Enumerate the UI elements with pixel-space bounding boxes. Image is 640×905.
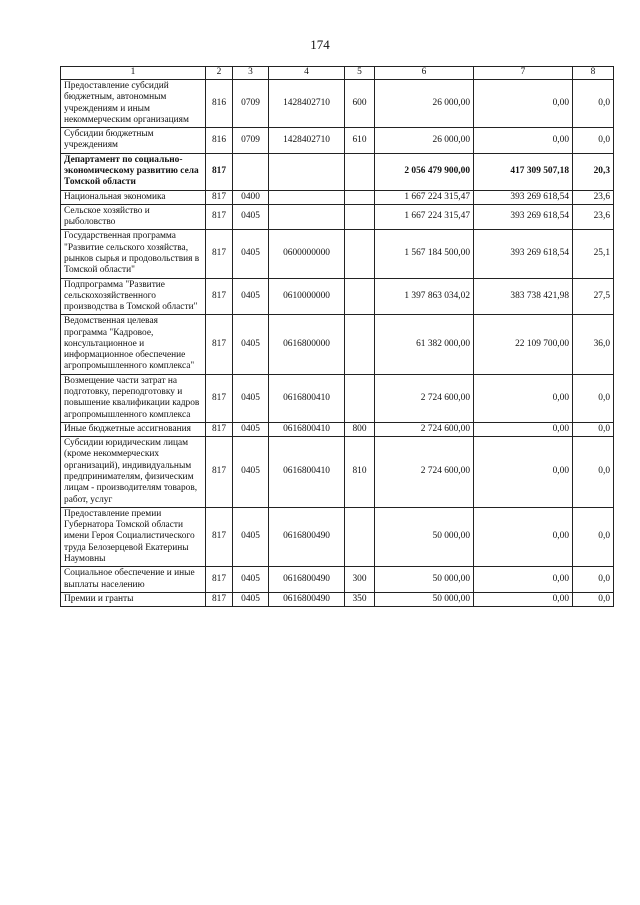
plan-amount-cell: 1 667 224 315,47: [375, 204, 474, 230]
actual-amount-cell: 0,00: [474, 507, 573, 566]
ministry-code-cell: 816: [206, 80, 233, 128]
target-article-cell: [269, 204, 345, 230]
plan-amount-cell: 2 724 600,00: [375, 374, 474, 422]
target-article-cell: [269, 153, 345, 190]
section-code-cell: 0405: [233, 422, 269, 436]
target-article-cell: 0616800000: [269, 315, 345, 374]
section-code-cell: 0400: [233, 190, 269, 204]
expense-type-cell: 300: [345, 567, 375, 593]
section-code-cell: 0405: [233, 315, 269, 374]
table-row: [61, 80, 614, 128]
percent-cell: 20,3: [573, 153, 614, 190]
column-header: 4: [269, 67, 345, 80]
actual-amount-cell: 0,00: [474, 592, 573, 606]
expense-type-cell: [345, 374, 375, 422]
expense-type-cell: [345, 507, 375, 566]
table-row: [61, 315, 614, 374]
expense-type-cell: [345, 315, 375, 374]
table-body: [61, 80, 614, 607]
ministry-code-cell: 817: [206, 374, 233, 422]
header-row: [61, 67, 614, 80]
row-name-cell: Предоставление премии Губернатора Томской области имени Героя Социалистического труда Белозерцевой Екатерины Наумовны: [61, 507, 206, 566]
expense-type-cell: 610: [345, 128, 375, 154]
table-row: [61, 567, 614, 593]
section-code-cell: 0405: [233, 567, 269, 593]
section-code-cell: 0405: [233, 592, 269, 606]
target-article-cell: 0616800490: [269, 567, 345, 593]
expense-type-cell: 600: [345, 80, 375, 128]
actual-amount-cell: 0,00: [474, 374, 573, 422]
target-article-cell: 0616800490: [269, 592, 345, 606]
expense-type-cell: [345, 204, 375, 230]
percent-cell: 23,6: [573, 204, 614, 230]
column-header: 1: [61, 67, 206, 80]
plan-amount-cell: 1 667 224 315,47: [375, 190, 474, 204]
actual-amount-cell: 22 109 700,00: [474, 315, 573, 374]
section-code-cell: 0405: [233, 507, 269, 566]
ministry-code-cell: 817: [206, 278, 233, 315]
row-name-cell: Сельское хозяйство и рыболовство: [61, 204, 206, 230]
plan-amount-cell: 2 724 600,00: [375, 422, 474, 436]
column-header: 8: [573, 67, 614, 80]
target-article-cell: 0610000000: [269, 278, 345, 315]
section-code-cell: 0709: [233, 128, 269, 154]
expense-type-cell: [345, 230, 375, 278]
actual-amount-cell: 383 738 421,98: [474, 278, 573, 315]
ministry-code-cell: 817: [206, 153, 233, 190]
plan-amount-cell: 1 567 184 500,00: [375, 230, 474, 278]
plan-amount-cell: 1 397 863 034,02: [375, 278, 474, 315]
actual-amount-cell: 0,00: [474, 80, 573, 128]
target-article-cell: 0616800410: [269, 437, 345, 508]
ministry-code-cell: 817: [206, 315, 233, 374]
target-article-cell: [269, 190, 345, 204]
section-code-cell: 0405: [233, 278, 269, 315]
expense-type-cell: 810: [345, 437, 375, 508]
table-row: [61, 128, 614, 154]
percent-cell: 0,0: [573, 80, 614, 128]
percent-cell: 0,0: [573, 422, 614, 436]
ministry-code-cell: 817: [206, 437, 233, 508]
target-article-cell: 0616800490: [269, 507, 345, 566]
expense-type-cell: 350: [345, 592, 375, 606]
percent-cell: 0,0: [573, 128, 614, 154]
column-header: 6: [375, 67, 474, 80]
row-name-cell: Субсидии бюджетным учреждениям: [61, 128, 206, 154]
section-code-cell: 0709: [233, 80, 269, 128]
plan-amount-cell: 2 056 479 900,00: [375, 153, 474, 190]
expense-type-cell: 800: [345, 422, 375, 436]
actual-amount-cell: 0,00: [474, 128, 573, 154]
row-name-cell: Социальное обеспечение и иные выплаты населению: [61, 567, 206, 593]
row-name-cell: Премии и гранты: [61, 592, 206, 606]
budget-table: [60, 66, 614, 607]
target-article-cell: 0600000000: [269, 230, 345, 278]
target-article-cell: 0616800410: [269, 374, 345, 422]
ministry-code-cell: 817: [206, 592, 233, 606]
plan-amount-cell: 50 000,00: [375, 567, 474, 593]
table-row: [61, 422, 614, 436]
section-code-cell: 0405: [233, 374, 269, 422]
actual-amount-cell: 393 269 618,54: [474, 230, 573, 278]
percent-cell: 0,0: [573, 374, 614, 422]
percent-cell: 0,0: [573, 567, 614, 593]
plan-amount-cell: 2 724 600,00: [375, 437, 474, 508]
plan-amount-cell: 50 000,00: [375, 507, 474, 566]
table-row: [61, 190, 614, 204]
row-name-cell: Субсидии юридическим лицам (кроме некоммерческих организаций), индивидуальным предпринимателям, физическим лицам - производителям товаров, работ, услуг: [61, 437, 206, 508]
plan-amount-cell: 61 382 000,00: [375, 315, 474, 374]
actual-amount-cell: 0,00: [474, 422, 573, 436]
table-row: [61, 592, 614, 606]
actual-amount-cell: 0,00: [474, 437, 573, 508]
plan-amount-cell: 50 000,00: [375, 592, 474, 606]
page-number: 174: [310, 37, 330, 52]
percent-cell: 36,0: [573, 315, 614, 374]
percent-cell: 0,0: [573, 592, 614, 606]
section-code-cell: 0405: [233, 204, 269, 230]
column-header: 2: [206, 67, 233, 80]
percent-cell: 25,1: [573, 230, 614, 278]
target-article-cell: 1428402710: [269, 80, 345, 128]
plan-amount-cell: 26 000,00: [375, 80, 474, 128]
row-name-cell: Государственная программа "Развитие сельского хозяйства, рынков сырья и продовольствия в Томской области": [61, 230, 206, 278]
row-name-cell: Предоставление субсидий бюджетным, автономным учреждениям и иным некоммерческим организациям: [61, 80, 206, 128]
ministry-code-cell: 817: [206, 230, 233, 278]
ministry-code-cell: 816: [206, 128, 233, 154]
row-name-cell: Иные бюджетные ассигнования: [61, 422, 206, 436]
row-name-cell: Национальная экономика: [61, 190, 206, 204]
table-row: [61, 204, 614, 230]
expense-type-cell: [345, 153, 375, 190]
row-name-cell: Возмещение части затрат на подготовку, переподготовку и повышение квалификации кадров агропромышленного комплекса: [61, 374, 206, 422]
plan-amount-cell: 26 000,00: [375, 128, 474, 154]
column-header: 3: [233, 67, 269, 80]
column-header: 7: [474, 67, 573, 80]
table-row: [61, 437, 614, 508]
expense-type-cell: [345, 190, 375, 204]
ministry-code-cell: 817: [206, 190, 233, 204]
ministry-code-cell: 817: [206, 422, 233, 436]
section-code-cell: 0405: [233, 437, 269, 508]
ministry-code-cell: 817: [206, 507, 233, 566]
expense-type-cell: [345, 278, 375, 315]
table-row: [61, 507, 614, 566]
percent-cell: 27,5: [573, 278, 614, 315]
actual-amount-cell: 393 269 618,54: [474, 190, 573, 204]
target-article-cell: 1428402710: [269, 128, 345, 154]
target-article-cell: 0616800410: [269, 422, 345, 436]
section-code-cell: [233, 153, 269, 190]
ministry-code-cell: 817: [206, 567, 233, 593]
table-row: [61, 278, 614, 315]
table-row: [61, 153, 614, 190]
actual-amount-cell: 0,00: [474, 567, 573, 593]
section-code-cell: 0405: [233, 230, 269, 278]
column-header: 5: [345, 67, 375, 80]
percent-cell: 0,0: [573, 507, 614, 566]
table-row: [61, 230, 614, 278]
row-name-cell: Подпрограмма "Развитие сельскохозяйственного производства в Томской области": [61, 278, 206, 315]
row-name-cell: Ведомственная целевая программа "Кадровое, консультационное и информационное обеспечение агропромышленного комплекса": [61, 315, 206, 374]
row-name-cell: Департамент по социально-экономическому развитию села Томской области: [61, 153, 206, 190]
table-row: [61, 374, 614, 422]
percent-cell: 0,0: [573, 437, 614, 508]
actual-amount-cell: 393 269 618,54: [474, 204, 573, 230]
percent-cell: 23,6: [573, 190, 614, 204]
actual-amount-cell: 417 309 507,18: [474, 153, 573, 190]
ministry-code-cell: 817: [206, 204, 233, 230]
